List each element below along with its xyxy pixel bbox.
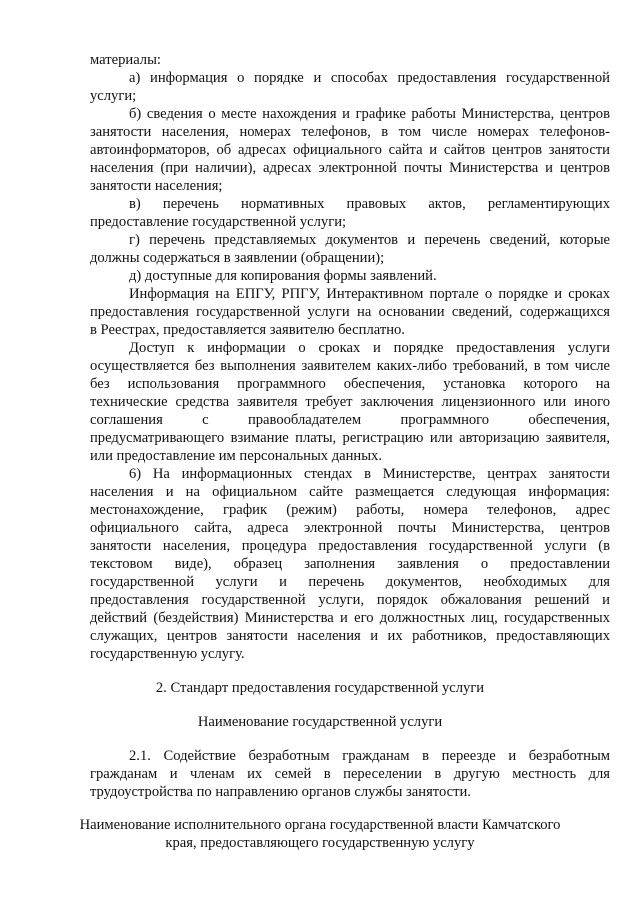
text-line: местонахождение, график (режим) работы, номера телефонов, адрес <box>90 502 610 518</box>
text-line: д) доступные для копирования формы заявлений. <box>129 268 437 284</box>
text-line: трудоустройства по направлению органов службы занятости. <box>90 784 471 800</box>
text-line: или предоставление им персональных данных. <box>90 448 382 464</box>
text-line: 2.1. Содействие безработным гражданам в переезде и безработным <box>129 748 610 764</box>
text-line: предоставления государственной услуги на основании сведений, содержащихся <box>90 304 610 320</box>
subsection-heading: Наименование исполнительного органа государственной власти Камчатского <box>79 817 561 833</box>
text-line: предусматривающего взимание платы, регистрацию или авторизацию заявителя, <box>90 430 610 446</box>
text-line: служащих, центров занятости населения и их работников, предоставляющих <box>90 628 610 644</box>
text-line: государственной услуги и перечень документов, необходимых для <box>90 574 610 590</box>
text-line: государственную услугу. <box>90 646 245 662</box>
text-line: населения и на официальном сайте размещается следующая информация: <box>90 484 610 500</box>
text-line: Доступ к информации о сроках и порядке предоставления услуги <box>129 340 610 356</box>
text-line: материалы: <box>90 52 161 68</box>
subsection-heading: края, предоставляющего государственную услугу <box>165 835 475 851</box>
text-line: 6) На информационных стендах в Министерстве, центрах занятости <box>129 466 610 482</box>
text-line: услуги; <box>90 88 137 104</box>
text-line: гражданам и членам их семей в переселении в другую местность для <box>90 766 610 782</box>
section-heading: 2. Стандарт предоставления государственной услуги <box>155 680 485 696</box>
text-line: Информация на ЕПГУ, РПГУ, Интерактивном портале о порядке и сроках <box>129 286 610 302</box>
text-line: населения (при наличии), адресах электронной почты Министерства и центров <box>90 160 610 176</box>
text-line: осуществляется без выполнения заявителем каких-либо требований, в том числе <box>90 358 610 374</box>
text-line: в Реестрах, предоставляется заявителю бесплатно. <box>90 322 405 338</box>
text-line: г) перечень представляемых документов и перечень сведений, которые <box>129 232 610 248</box>
subsection-heading: Наименование государственной услуги <box>197 714 443 730</box>
text-line: занятости населения; <box>90 178 223 194</box>
text-line: должны содержаться в заявлении (обращении); <box>90 250 385 266</box>
text-line: предоставления государственной услуги, порядок обжалования решений и <box>90 592 610 608</box>
text-line: технические средства заявителя требует заключения лицензионного или иного <box>90 394 610 410</box>
text-line: без использования программного обеспечения, установка которого на <box>90 376 610 392</box>
text-line: а) информация о порядке и способах предоставления государственной <box>129 70 610 86</box>
text-line: занятости населения, номерах телефонов, в том числе номерах телефонов- <box>90 124 610 140</box>
text-line: текстовом виде), образец заполнения заявления о предоставлении <box>90 556 610 572</box>
text-line: в) перечень нормативных правовых актов, регламентирующих <box>129 196 610 212</box>
text-line: соглашения с правообладателем программного обеспечения, <box>90 412 610 428</box>
text-line: предоставление государственной услуги; <box>90 214 347 230</box>
text-line: действий (бездействия) Министерства и его должностных лиц, государственных <box>90 610 610 626</box>
text-line: официального сайта, адреса электронной почты Министерства, центров <box>90 520 610 536</box>
text-line: автоинформаторов, об адресах официального сайта и сайтов центров занятости <box>90 142 610 158</box>
text-line: занятости населения, процедура предоставления государственной услуги (в <box>90 538 610 554</box>
text-line: б) сведения о месте нахождения и графике работы Министерства, центров <box>129 106 610 122</box>
